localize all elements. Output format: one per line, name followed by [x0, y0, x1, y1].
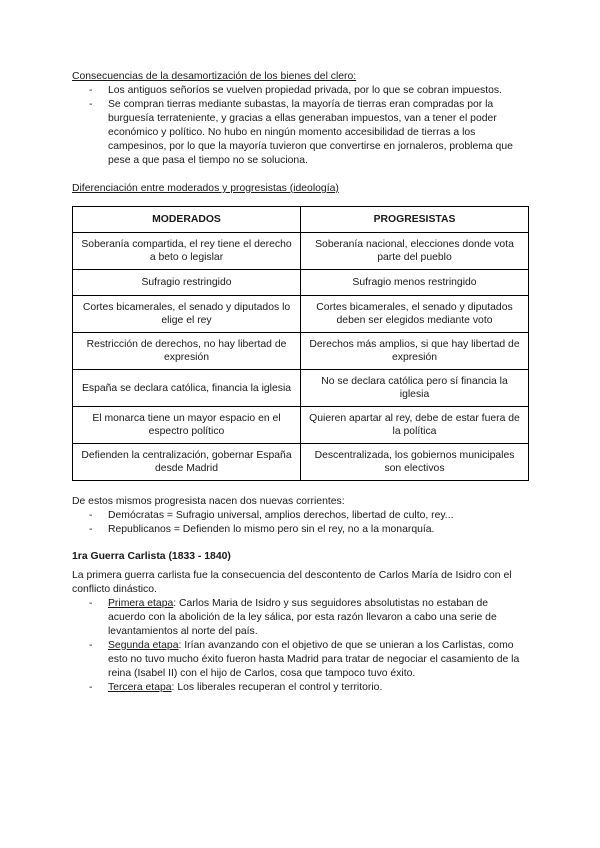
- stages-list: [72, 597, 528, 695]
- stage-text: : Carlos Maria de Isidro y sus seguidores absolutistas no estaban de acuerdo con la abolición de la ley sálica, por esta razón llevaron a cabo una serie de levantamientos al norte del país.: [108, 598, 497, 637]
- column-header-moderados: MODERADOS: [73, 207, 301, 233]
- column-header-progresistas: PROGRESISTAS: [301, 207, 529, 233]
- table-row: [73, 333, 529, 370]
- table-row: [73, 233, 529, 270]
- document-content: [72, 70, 528, 695]
- table-cell-progresistas: Quieren apartar al rey, debe de estar fuera de la política: [301, 407, 529, 444]
- table-row: [73, 407, 529, 444]
- list-item-text: Republicanos = Defienden lo mismo pero sin el rey, no a la monarquía.: [108, 524, 435, 535]
- table-cell-moderados: Sufragio restringido: [73, 270, 301, 296]
- list-item: [72, 597, 528, 639]
- section-heading-guerra-carlista: 1ra Guerra Carlista (1833 - 1840): [72, 551, 231, 562]
- guerra-intro: La primera guerra carlista fue la consecuencia del descontento de Carlos María de Isidro con el conflicto dinástico.: [72, 570, 512, 595]
- stage-label: Segunda etapa: [108, 640, 179, 651]
- currents-intro: De estos mismos progresista nacen dos nuevas corrientes:: [72, 496, 345, 507]
- list-item: [72, 639, 528, 681]
- table-cell-moderados: Defienden la centralización, gobernar España desde Madrid: [73, 444, 301, 481]
- list-item-text: Demócratas = Sufragio universal, amplios derechos, libertad de culto, rey...: [108, 510, 454, 521]
- section-heading-ideologia: Diferenciación entre moderados y progresistas (ideología): [72, 183, 339, 194]
- table-row: [73, 296, 529, 333]
- table-row: [73, 444, 529, 481]
- dash-bullet: -: [89, 682, 93, 693]
- stage-text: : Los liberales recuperan el control y territorio.: [171, 682, 383, 693]
- stage-label: Tercera etapa: [108, 682, 172, 693]
- table-cell-progresistas: Sufragio menos restringido: [301, 270, 529, 296]
- table-cell-moderados: El monarca tiene un mayor espacio en el espectro político: [73, 407, 301, 444]
- list-item: [72, 681, 528, 695]
- table-cell-progresistas: Soberanía nacional, elecciones donde vota parte del pueblo: [301, 233, 529, 270]
- stage-text: : Irían avanzando con el objetivo de que se unieran a los Carlistas, como esto no tuvo mucho éxito fueron hasta Madrid para tratar de negociar el casamiento de la reina (Isabel II) con el hijo de Carlos, cosa que tampoco tuvo éxito.: [108, 640, 520, 679]
- list-item: [72, 509, 528, 523]
- table-row: [73, 270, 529, 296]
- table-cell-progresistas: No se declara católica pero sí financia la iglesia: [301, 370, 529, 407]
- dash-bullet: -: [89, 598, 93, 609]
- section-heading-desamortizacion: Consecuencias de la desamortización de los bienes del clero:: [72, 71, 357, 82]
- table-header-row: [73, 207, 529, 233]
- list-item: [72, 98, 528, 168]
- section-guerra-carlista: [72, 550, 528, 695]
- consequences-list: [72, 84, 528, 168]
- list-item: [72, 84, 528, 98]
- table-cell-moderados: Cortes bicamerales, el senado y diputados lo elige el rey: [73, 296, 301, 333]
- dash-bullet: -: [89, 524, 93, 535]
- table-cell-progresistas: Cortes bicamerales, el senado y diputados deben ser elegidos mediante voto: [301, 296, 529, 333]
- table-cell-progresistas: Descentralizada, los gobiernos municipales son electivos: [301, 444, 529, 481]
- list-item-text: Los antiguos señoríos se vuelven propiedad privada, por lo que se cobran impuestos.: [108, 85, 502, 96]
- dash-bullet: -: [89, 85, 93, 96]
- table-cell-moderados: Soberanía compartida, el rey tiene el derecho a beto o legislar: [73, 233, 301, 270]
- list-item: [72, 523, 528, 537]
- table-cell-moderados: Restricción de derechos, no hay libertad de expresión: [73, 333, 301, 370]
- section-moderados-progresistas: [72, 182, 528, 537]
- dash-bullet: -: [89, 640, 93, 651]
- stage-label: Primera etapa: [108, 598, 174, 609]
- dash-bullet: -: [89, 510, 93, 521]
- comparison-table: [72, 206, 529, 481]
- dash-bullet: -: [89, 99, 93, 110]
- section-desamortizacion: [72, 70, 528, 168]
- table-cell-moderados: España se declara católica, financia la iglesia: [73, 370, 301, 407]
- list-item-text: Se compran tierras mediante subastas, la mayoría de tierras eran compradas por la burguesía terrateniente, y gracias a ellas generaban impuestos, van a tener el poder económico y político. No hubo en ningún momento accesibilidad de tierras a los campesinos, por lo que la mayoría tuvieron que convertirse en jornaleros, problema que pese a que pasa el tiempo no se soluciona.: [108, 99, 513, 166]
- currents-list: [72, 509, 528, 537]
- table-row: [73, 370, 529, 407]
- table-cell-progresistas: Derechos más amplios, si que hay libertad de expresión: [301, 333, 529, 370]
